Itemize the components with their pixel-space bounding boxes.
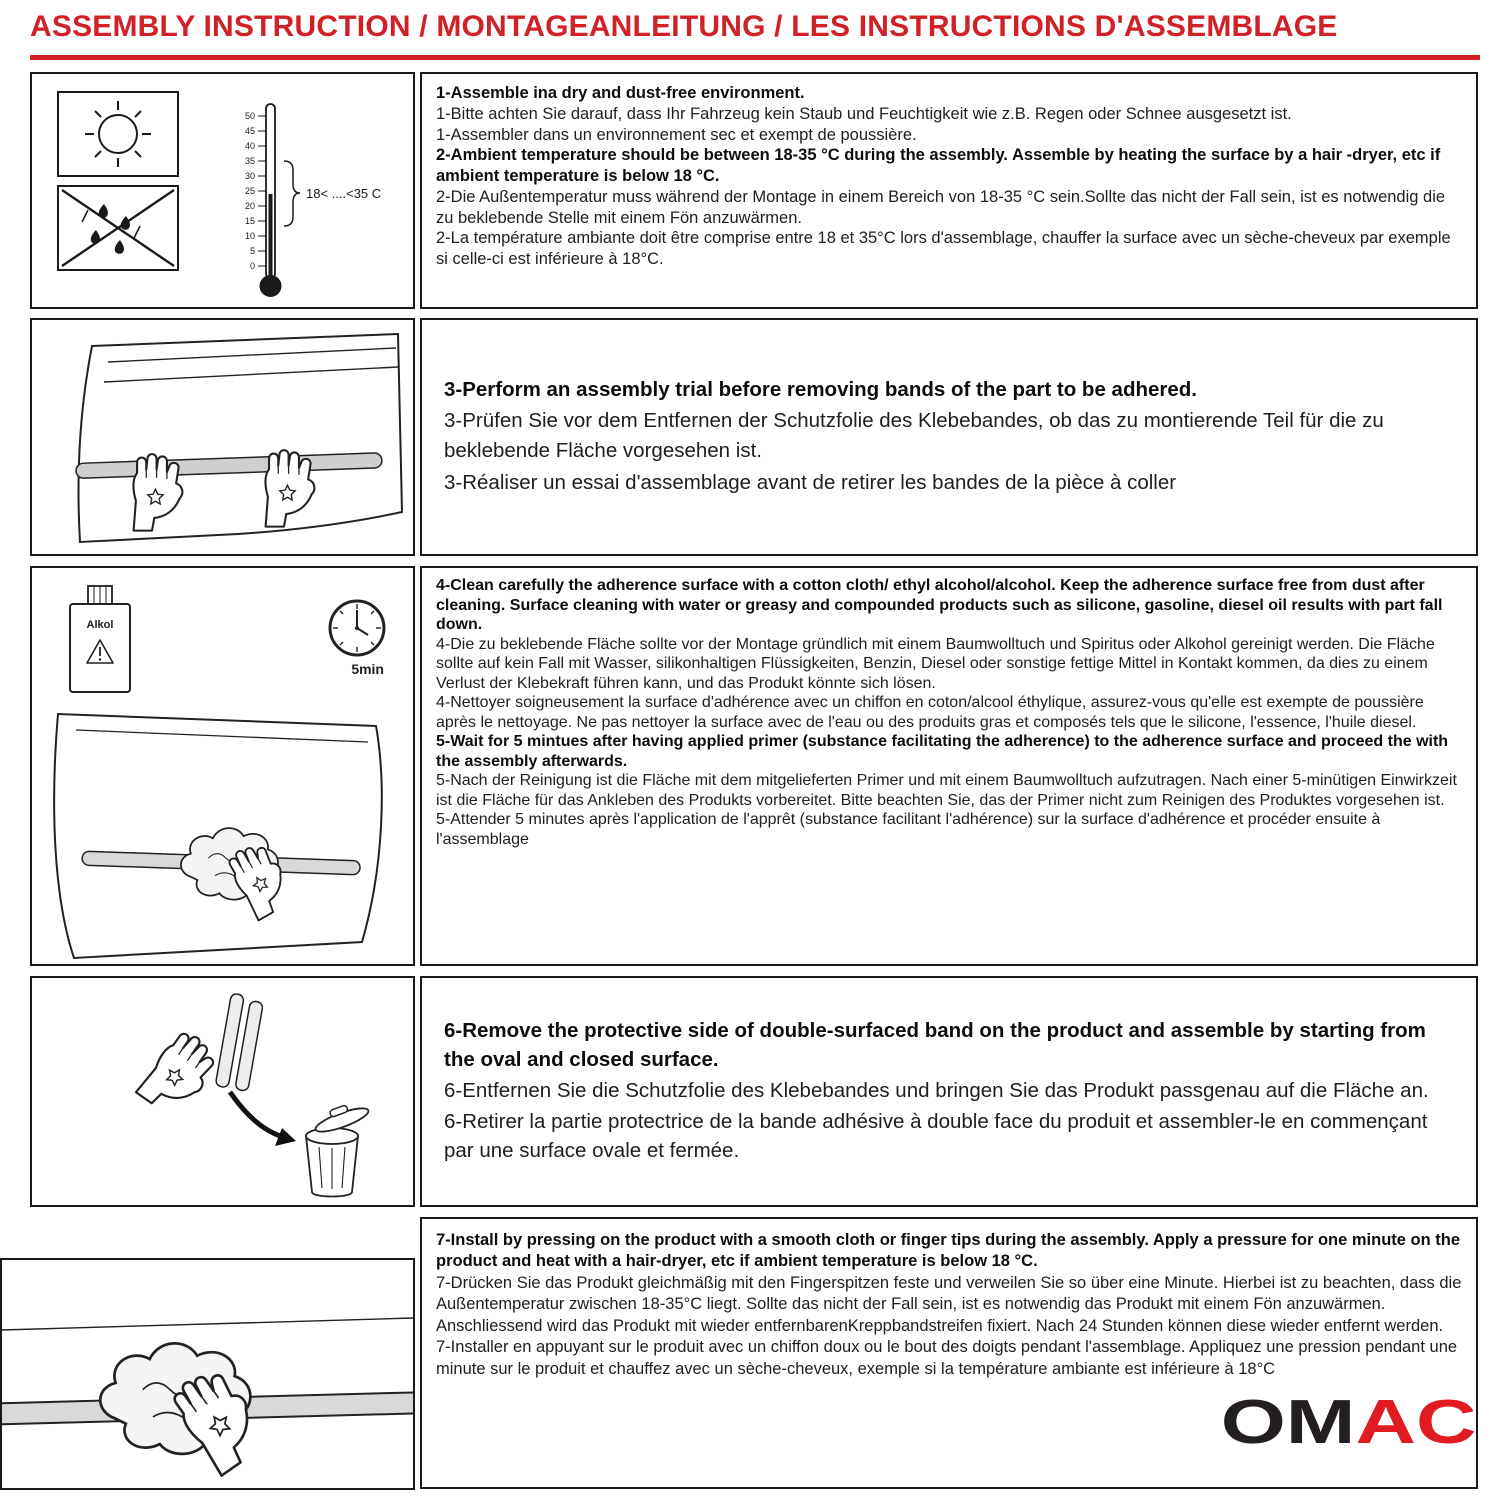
illustration-press-product — [0, 1258, 415, 1490]
instruction-line: 5-Nach der Reinigung ist die Fläche mit dem mitgelieferten Primer und mit einem Baumwolltuch aufzutragen. Nach einer 5-minütigen Einwirkzeit ist die Fläche für das Ankleben des Produkts vorbereitet. Bitte beachten Sie, das der Primer nicht zum Reinigen des Produktes vorgesehen ist. — [436, 772, 1457, 809]
instructions-step-1-2 — [420, 72, 1478, 309]
instruction-line: 2-La température ambiante doit être comprise entre 18 et 35°C lors d'assemblage, chauffer la surface avec un sèche-cheveux par exemple si celle-ci est inférieure à 18°C. — [436, 229, 1451, 269]
no-rain-icon — [58, 186, 178, 270]
svg-text:10: 10 — [244, 231, 255, 241]
arrow-line — [230, 1092, 280, 1136]
instruction-line: 1-Assemble ina dry and dust-free environment. — [436, 84, 805, 102]
cleaning-illustration — [32, 568, 413, 964]
svg-text:20: 20 — [244, 201, 255, 211]
remove-band-illustration — [32, 978, 413, 1205]
instruction-line: 5-Attender 5 minutes après l'application de l'apprêt (substance facilitant l'adhérence) sur la surface d'adhérence et procéder ensuite à l'assemblage — [436, 811, 1381, 848]
surface-wiping-sketch — [54, 714, 382, 958]
thermometer-scale — [245, 111, 255, 271]
illustration-trial-assembly — [30, 318, 415, 556]
trial-assembly-illustration — [32, 320, 413, 554]
clock-icon — [330, 601, 384, 677]
illustration-remove-band — [30, 976, 415, 1207]
instructions-step-4-5 — [420, 566, 1478, 966]
instruction-line: 4-Clean carefully the adherence surface with a cotton cloth/ ethyl alcohol/alcohol. Keep the adherence surface free from dust after cleaning. Surface cleaning with water or greasy and compounded products such as silicone, gasoline, diesel oil results with part fall down. — [436, 577, 1443, 634]
instruction-line: 7-Installer en appuyant sur le produit avec un chiffon doux ou le bout des doigts pendant l'assemblage. Appliquez une pression pendant une minute sur le produit et chauffez avec un sèche-cheveux, exemple si la température ambiante est inférieure à 18°C — [436, 1338, 1458, 1378]
instruction-line: 7-Drücken Sie das Produkt gleichmäßig mit den Fingerspitzen feste und verweilen Sie so über eine Minute. Hierbei ist zu beachten, dass die Außentemperatur zwischen 18-35°C liegt. Sollte das nicht der Fall sein, ist es notwendig das Produkt mit einem Fön anzuwärmen. Anschliessend wird das Produkt mit wieder entfernbarenKreppbandstreifen fixiert. Nach 24 Stunden können diese wieder entfernt werden. — [436, 1273, 1462, 1335]
svg-text:35: 35 — [244, 156, 255, 166]
temperature-range-label: 18< ....<35 C — [306, 186, 382, 201]
trash-can-icon — [306, 1098, 371, 1196]
environment-conditions-illustration — [32, 74, 413, 307]
alcohol-bottle-icon — [70, 586, 130, 692]
illustration-cleaning — [30, 566, 415, 966]
instruction-line: 1-Assembler dans un environnement sec et exempt de poussière. — [436, 125, 917, 144]
bottle-label: Alkol — [86, 619, 114, 631]
hand-left-icon — [133, 454, 182, 530]
instruction-line: 1-Bitte achten Sie darauf, dass Ihr Fahrzeug kein Staub und Feuchtigkeit wie z.B. Regen oder Schnee ausgesetzt ist. — [436, 104, 1292, 123]
instruction-line: 6-Retirer la partie protectrice de la bande adhésive à double face du produit et assembler-le en commençant par une surface ovale et fermée. — [444, 1110, 1428, 1163]
instruction-line: 4-Nettoyer soigneusement la surface d'adhérence avec un chiffon en coton/alcool éthylique, assurez-vous qu'elle est exempte de poussière après le nettoyage. Ne pas nettoyer la surface avec de l'eau ou des produits gras et composés tels que le silicone, l'essence, l'huile diesel. — [436, 694, 1424, 731]
instruction-line: 2-Ambient temperature should be between 18-35 °C during the assembly. Assemble by heating the surface by a hair -dryer, etc if ambient temperature is below 18 °C. — [436, 146, 1441, 186]
svg-text:45: 45 — [244, 126, 255, 136]
instruction-line: 3-Réaliser un essai d'assemblage avant de retirer les bandes de la pièce à coller — [444, 470, 1177, 494]
svg-text:5: 5 — [249, 246, 255, 256]
logo-ac: AC — [1355, 1388, 1476, 1457]
svg-text:40: 40 — [244, 141, 255, 151]
svg-text:50: 50 — [244, 111, 255, 121]
instruction-line: 3-Prüfen Sie vor dem Entfernen der Schutzfolie des Klebebandes, ob das zu montierende Teil für die zu beklebende Fläche vorgesehen ist. — [444, 409, 1384, 462]
page-title: ASSEMBLY INSTRUCTION / MONTAGEANLEITUNG / LES INSTRUCTIONS D'ASSEMBLAGE — [30, 10, 1480, 60]
peeling-hand-icon — [136, 1027, 224, 1122]
thermometer-icon — [245, 104, 381, 297]
instruction-line: 2-Die Außentemperatur muss während der Montage in einem Bereich von 18-35 °C sein.Sollte das nicht der Fall sein, ist es notwendig die zu beklebende Stelle mit einem Fön anzuwärmen. — [436, 187, 1446, 227]
instruction-line: 3-Perform an assembly trial before removing bands of the part to be adhered. — [444, 377, 1197, 401]
logo-om: OM — [1220, 1388, 1356, 1457]
instruction-line: 6-Remove the protective side of double-surfaced band on the product and assemble by starting from the oval and closed surface. — [444, 1018, 1426, 1071]
instructions-step-6 — [420, 976, 1478, 1207]
press-product-illustration — [2, 1260, 413, 1488]
illustration-environment — [30, 72, 415, 309]
svg-text:25: 25 — [244, 186, 255, 196]
instruction-line: 6-Entfernen Sie die Schutzfolie des Klebebandes und bringen Sie das Produkt passgenau auf die Fläche an. — [444, 1078, 1429, 1102]
svg-text:0: 0 — [249, 261, 255, 271]
trim-strip — [76, 453, 382, 479]
svg-text:30: 30 — [244, 171, 255, 181]
instruction-line: 4-Die zu beklebende Fläche sollte vor der Montage gründlich mit einem Baumwolltuch und Spiritus oder Alkohol gereinigt werden. Die Fläche sollte auf kein Fall mit Wasser, silikonhaltigen Flüssigkeiten, Benzin, Diesel oder sonstige fettige Mittel in Kontakt kommen, da dies zu einem Verlust der Klebekraft führen kann, und das Produkt könnte sich lösen. — [436, 635, 1435, 692]
clock-label: 5min — [351, 661, 384, 677]
protective-bands — [215, 993, 264, 1091]
hand-right-icon — [265, 450, 314, 526]
instruction-line: 5-Wait for 5 mintues after having applied primer (substance facilitating the adherence) to the adherence surface and proceed the with the assembly afterwards. — [436, 733, 1449, 770]
instructions-step-3 — [420, 318, 1478, 556]
svg-text:15: 15 — [244, 216, 255, 226]
instruction-line: 7-Install by pressing on the product with a smooth cloth or finger tips during the assembly. Apply a pressure for one minute on the product and heat with a hair-dryer, etc if ambient temperature is below 18 °C. — [436, 1231, 1461, 1271]
sun-icon — [58, 92, 178, 176]
omac-logo — [1220, 1388, 1476, 1457]
